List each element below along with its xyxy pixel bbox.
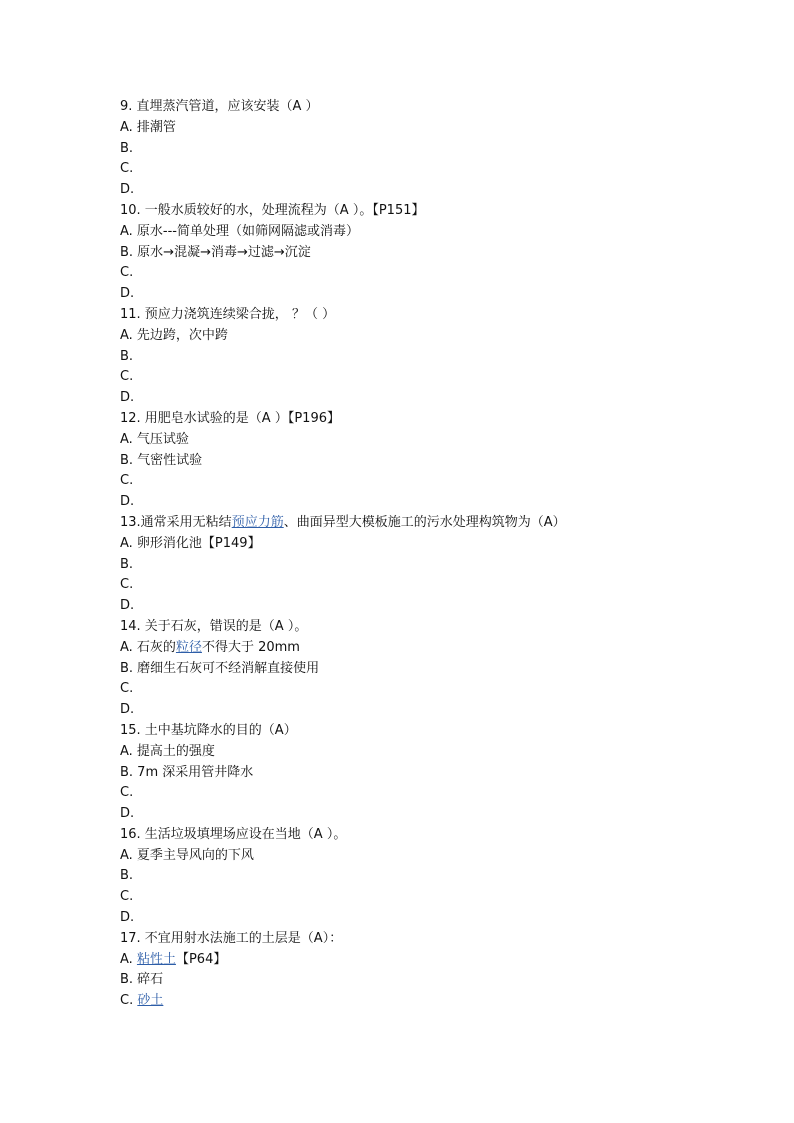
line-text: D. xyxy=(120,494,135,510)
answer-option xyxy=(120,804,760,825)
line-text: D. xyxy=(120,286,135,302)
line-text: C. xyxy=(120,577,134,593)
question-stem xyxy=(120,409,760,430)
answer-option xyxy=(120,263,760,284)
line-text: 、曲面异型大模板施工的污水处理构筑物为（A） xyxy=(283,514,566,530)
answer-option xyxy=(120,970,760,991)
answer-option xyxy=(120,638,760,659)
answer-option xyxy=(120,700,760,721)
line-text: C. xyxy=(120,993,138,1009)
line-text: D. xyxy=(120,598,135,614)
question-stem xyxy=(120,721,760,742)
line-text: 12. 用肥皂水试验的是（A ）【P196】 xyxy=(120,410,340,426)
question-block xyxy=(120,721,760,825)
line-text: C. xyxy=(120,889,134,905)
line-text: A. 夏季主导风向的下风 xyxy=(120,847,254,863)
term-link[interactable]: 粘性土 xyxy=(136,951,176,967)
line-text: 【P64】 xyxy=(175,951,227,967)
answer-option xyxy=(120,783,760,804)
line-text: 17. 不宜用射水法施工的土层是（A）： xyxy=(120,930,343,946)
answer-option xyxy=(120,243,760,264)
line-text: B. 气密性试验 xyxy=(120,452,203,468)
answer-option xyxy=(120,159,760,180)
answer-option xyxy=(120,659,760,680)
question-stem xyxy=(120,201,760,222)
question-stem xyxy=(120,305,760,326)
line-text: 14. 关于石灰，错误的是（A ）。 xyxy=(120,618,308,634)
answer-option xyxy=(120,367,760,388)
line-text: 11. 预应力浇筑连续梁合拢， ？（ ） xyxy=(120,306,336,322)
answer-option xyxy=(120,284,760,305)
line-text: B. 原水→混凝→消毒→过滤→沉淀 xyxy=(120,244,311,260)
answer-option xyxy=(120,763,760,784)
line-text: C. xyxy=(120,785,134,801)
answer-option xyxy=(120,180,760,201)
question-stem xyxy=(120,825,760,846)
answer-option xyxy=(120,679,760,700)
answer-option xyxy=(120,347,760,368)
question-block xyxy=(120,929,760,1012)
document-body xyxy=(120,97,760,1012)
line-text: B. xyxy=(120,868,134,884)
line-text: A. 气压试验 xyxy=(120,431,189,447)
question-block xyxy=(120,201,760,305)
line-text: B. xyxy=(120,556,134,572)
answer-option xyxy=(120,950,760,971)
answer-option xyxy=(120,451,760,472)
line-text: D. xyxy=(120,910,135,926)
answer-option xyxy=(120,575,760,596)
line-text: 不得大于 20mm xyxy=(201,639,300,655)
question-stem xyxy=(120,929,760,950)
answer-option xyxy=(120,555,760,576)
question-block xyxy=(120,409,760,513)
question-stem xyxy=(120,97,760,118)
line-text: A. 提高土的强度 xyxy=(120,743,215,759)
line-text: 15. 土中基坑降水的目的（A） xyxy=(120,722,297,738)
answer-option xyxy=(120,492,760,513)
question-block xyxy=(120,97,760,201)
line-text: A. 原水---简单处理（如筛网隔滤或消毒） xyxy=(120,223,360,239)
line-text: C. xyxy=(120,369,134,385)
answer-option xyxy=(120,471,760,492)
answer-option xyxy=(120,596,760,617)
line-text: C. xyxy=(120,161,134,177)
term-link[interactable]: 预应力筋 xyxy=(231,514,284,530)
line-text: A. 石灰的 xyxy=(120,639,176,655)
answer-option xyxy=(120,534,760,555)
line-text: D. xyxy=(120,702,135,718)
line-text: C. xyxy=(120,681,134,697)
answer-option xyxy=(120,866,760,887)
answer-option xyxy=(120,326,760,347)
line-text: B. xyxy=(120,348,134,364)
line-text: B. xyxy=(120,140,134,156)
line-text: D. xyxy=(120,182,135,198)
line-text: D. xyxy=(120,390,135,406)
answer-option xyxy=(120,118,760,139)
question-block xyxy=(120,825,760,929)
line-text: 16. 生活垃圾填埋场应设在当地（A ）。 xyxy=(120,826,347,842)
answer-option xyxy=(120,139,760,160)
answer-option xyxy=(120,887,760,908)
answer-option xyxy=(120,222,760,243)
line-text: A. xyxy=(120,951,137,967)
line-text: B. 碎石 xyxy=(120,972,164,988)
term-link[interactable]: 粒径 xyxy=(175,639,202,655)
answer-option xyxy=(120,742,760,763)
line-text: A. 先边跨，次中跨 xyxy=(120,327,228,343)
line-text: A. 排潮管 xyxy=(120,119,176,135)
term-link[interactable]: 砂土 xyxy=(137,993,164,1009)
answer-option xyxy=(120,991,760,1012)
line-text: C. xyxy=(120,473,134,489)
question-block xyxy=(120,617,760,721)
question-stem xyxy=(120,617,760,638)
line-text: 13.通常采用无粘结 xyxy=(120,514,232,530)
answer-option xyxy=(120,846,760,867)
line-text: B. 磨细生石灰可不经消解直接使用 xyxy=(120,660,320,676)
line-text: 10. 一般水质较好的水，处理流程为（A ）。【P151】 xyxy=(120,202,425,218)
line-text: B. 7m 深采用管井降水 xyxy=(120,764,254,780)
answer-option xyxy=(120,388,760,409)
question-block xyxy=(120,513,760,617)
answer-option xyxy=(120,908,760,929)
line-text: A. 卵形消化池【P149】 xyxy=(120,535,261,551)
answer-option xyxy=(120,430,760,451)
question-stem xyxy=(120,513,760,534)
line-text: C. xyxy=(120,265,134,281)
question-block xyxy=(120,305,760,409)
line-text: 9. 直埋蒸汽管道，应该安装（A ） xyxy=(120,99,319,114)
line-text: D. xyxy=(120,806,135,822)
